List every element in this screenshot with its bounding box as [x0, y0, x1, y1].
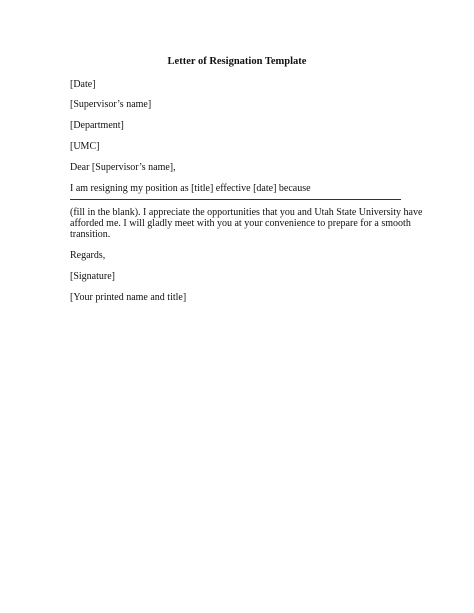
- fill-in-blank-line: [70, 199, 401, 200]
- body-line-4: transition.: [70, 229, 111, 240]
- signature-placeholder: [Signature]: [70, 271, 115, 282]
- body-line-3: afforded me. I will gladly meet with you at your convenience to prepare for a smooth: [70, 218, 411, 229]
- closing: Regards,: [70, 250, 106, 261]
- document-title: Letter of Resignation Template: [167, 56, 307, 67]
- printed-name-placeholder: [Your printed name and title]: [70, 292, 187, 303]
- organization-placeholder: [UMC]: [70, 141, 100, 152]
- body-line-2: (fill in the blank). I appreciate the opportunities that you and Utah State University have: [70, 207, 423, 218]
- body-line-1: I am resigning my position as [title] effective [date] because: [70, 183, 311, 194]
- date-placeholder: [Date]: [70, 79, 96, 90]
- department-placeholder: [Department]: [70, 120, 124, 131]
- supervisor-placeholder: [Supervisor’s name]: [70, 99, 152, 110]
- salutation: Dear [Supervisor’s name],: [70, 162, 176, 173]
